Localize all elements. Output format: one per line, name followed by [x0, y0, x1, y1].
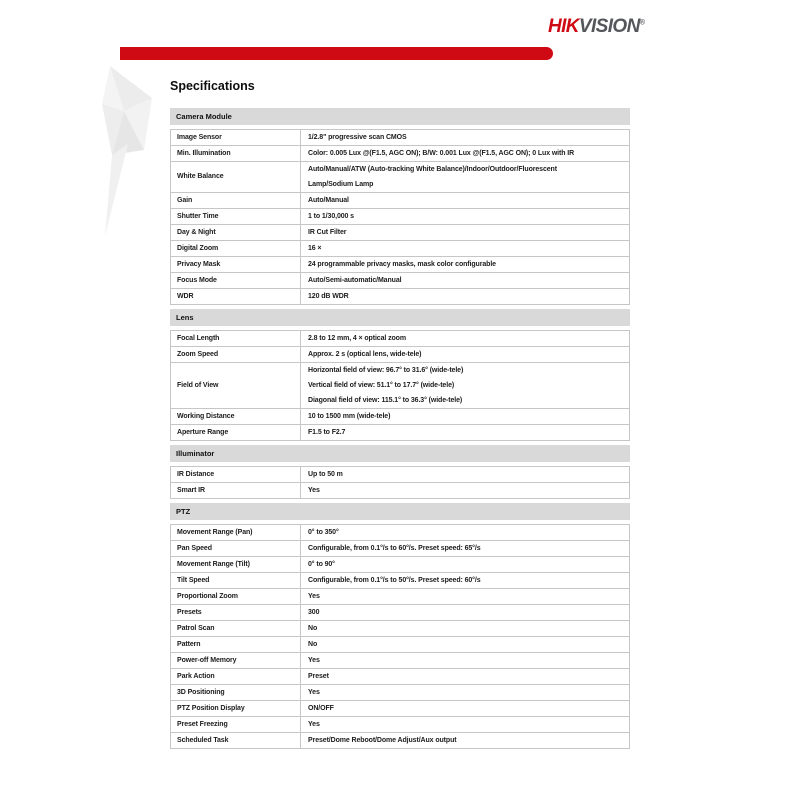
spec-label: Digital Zoom	[171, 241, 301, 256]
section-rows	[170, 129, 630, 305]
spec-value-line: 1/2.8" progressive scan CMOS	[308, 134, 407, 141]
spec-value-line: 24 programmable privacy masks, mask color configurable	[308, 261, 496, 268]
section-title: PTZ	[170, 503, 630, 520]
spec-value	[301, 573, 629, 588]
spec-value	[301, 209, 629, 224]
table-row	[171, 700, 629, 716]
spec-value-line: Up to 50 m	[308, 471, 343, 478]
table-row	[171, 604, 629, 620]
spec-value	[301, 289, 629, 304]
section-rows	[170, 524, 630, 749]
logo-text-red: HIK	[548, 16, 579, 37]
spec-value-line: F1.5 to F2.7	[308, 429, 346, 436]
table-row	[171, 208, 629, 224]
table-row	[171, 572, 629, 588]
spec-value	[301, 331, 629, 346]
spec-label: Working Distance	[171, 409, 301, 424]
table-row	[171, 331, 629, 346]
spec-value-line: Preset/Dome Reboot/Dome Adjust/Aux output	[308, 737, 457, 744]
spec-value-line: Diagonal field of view: 115.1° to 36.3° (wide-tele)	[308, 397, 463, 404]
spec-value	[301, 733, 629, 748]
table-row	[171, 636, 629, 652]
spec-value	[301, 483, 629, 498]
logo-text-gray: VISION	[578, 16, 640, 37]
spec-label: IR Distance	[171, 467, 301, 482]
spec-section	[170, 309, 630, 441]
spec-value	[301, 225, 629, 240]
table-row	[171, 668, 629, 684]
spec-value-line: ON/OFF	[308, 705, 334, 712]
spec-value	[301, 257, 629, 272]
watermark-star-icon	[95, 58, 170, 243]
spec-value-line: Configurable, from 0.1°/s to 50°/s. Preset speed: 60°/s	[308, 577, 481, 584]
table-row	[171, 556, 629, 572]
spec-value	[301, 685, 629, 700]
spec-value-line: Vertical field of view: 51.1° to 17.7° (wide-tele)	[308, 382, 455, 389]
table-row	[171, 684, 629, 700]
spec-label: White Balance	[171, 162, 301, 192]
table-row	[171, 424, 629, 440]
spec-value-line: Yes	[308, 657, 320, 664]
spec-value-line: Auto/Manual	[308, 197, 349, 204]
spec-value-line: Auto/Semi-automatic/Manual	[308, 277, 402, 284]
table-row	[171, 588, 629, 604]
spec-value	[301, 467, 629, 482]
spec-value-line: Yes	[308, 487, 320, 494]
spec-value	[301, 525, 629, 540]
section-title: Illuminator	[170, 445, 630, 462]
spec-label: Scheduled Task	[171, 733, 301, 748]
specifications-table	[170, 108, 630, 753]
spec-value	[301, 130, 629, 145]
spec-label: 3D Positioning	[171, 685, 301, 700]
spec-value-line: 300	[308, 609, 320, 616]
spec-value-line: 0° to 90°	[308, 561, 335, 568]
hikvision-logo	[548, 16, 645, 38]
spec-value	[301, 541, 629, 556]
spec-value	[301, 621, 629, 636]
spec-value	[301, 701, 629, 716]
spec-label: Patrol Scan	[171, 621, 301, 636]
spec-label: Park Action	[171, 669, 301, 684]
spec-label: Pattern	[171, 637, 301, 652]
spec-label: Gain	[171, 193, 301, 208]
spec-value	[301, 653, 629, 668]
section-rows	[170, 466, 630, 499]
table-row	[171, 525, 629, 540]
spec-label: Preset Freezing	[171, 717, 301, 732]
spec-label: Min. Illumination	[171, 146, 301, 161]
spec-value-line: Yes	[308, 721, 320, 728]
table-row	[171, 362, 629, 408]
table-row	[171, 346, 629, 362]
spec-section	[170, 445, 630, 499]
table-row	[171, 732, 629, 748]
spec-label: WDR	[171, 289, 301, 304]
table-row	[171, 256, 629, 272]
spec-value	[301, 363, 629, 408]
spec-label: Power-off Memory	[171, 653, 301, 668]
spec-value-line: Auto/Manual/ATW (Auto-tracking White Balance)/Indoor/Outdoor/Fluorescent	[308, 166, 557, 173]
spec-value-line: Preset	[308, 673, 329, 680]
section-rows	[170, 330, 630, 441]
spec-value-line: No	[308, 625, 318, 632]
spec-value	[301, 669, 629, 684]
spec-value	[301, 273, 629, 288]
table-row	[171, 192, 629, 208]
spec-label: Proportional Zoom	[171, 589, 301, 604]
spec-value	[301, 605, 629, 620]
spec-value-line: 0° to 350°	[308, 529, 339, 536]
spec-label: Presets	[171, 605, 301, 620]
spec-value-line: Lamp/Sodium Lamp	[308, 181, 374, 188]
section-title: Lens	[170, 309, 630, 326]
spec-value-line: 120 dB WDR	[308, 293, 349, 300]
spec-value-line: Configurable, from 0.1°/s to 60°/s. Preset speed: 65°/s	[308, 545, 481, 552]
spec-value-line: No	[308, 641, 318, 648]
spec-label: Movement Range (Pan)	[171, 525, 301, 540]
spec-label: Smart IR	[171, 483, 301, 498]
table-row	[171, 467, 629, 482]
table-row	[171, 161, 629, 192]
table-row	[171, 130, 629, 145]
spec-label: Focal Length	[171, 331, 301, 346]
spec-value	[301, 146, 629, 161]
spec-label: Image Sensor	[171, 130, 301, 145]
section-title: Camera Module	[170, 108, 630, 125]
spec-value	[301, 193, 629, 208]
table-row	[171, 652, 629, 668]
page-title: Specifications	[170, 79, 255, 93]
table-row	[171, 288, 629, 304]
spec-label: Tilt Speed	[171, 573, 301, 588]
spec-value	[301, 589, 629, 604]
spec-value-line: Color: 0.005 Lux @(F1.5, AGC ON); B/W: 0.001 Lux @(F1.5, AGC ON); 0 Lux with IR	[308, 150, 575, 157]
spec-section	[170, 108, 630, 305]
spec-label: Focus Mode	[171, 273, 301, 288]
table-row	[171, 482, 629, 498]
watermark-graphic	[95, 58, 170, 243]
spec-label: Privacy Mask	[171, 257, 301, 272]
table-row	[171, 620, 629, 636]
spec-value-line: Horizontal field of view: 96.7° to 31.6° (wide-tele)	[308, 367, 464, 374]
spec-label: Field of View	[171, 363, 301, 408]
spec-label: Movement Range (Tilt)	[171, 557, 301, 572]
spec-label: PTZ Position Display	[171, 701, 301, 716]
table-row	[171, 716, 629, 732]
spec-value	[301, 717, 629, 732]
table-row	[171, 145, 629, 161]
red-accent-bar	[120, 47, 553, 60]
spec-value-line: Approx. 2 s (optical lens, wide-tele)	[308, 351, 422, 358]
spec-value	[301, 409, 629, 424]
spec-value-line: Yes	[308, 593, 320, 600]
spec-label: Shutter Time	[171, 209, 301, 224]
spec-value	[301, 425, 629, 440]
spec-label: Pan Speed	[171, 541, 301, 556]
spec-value-line: 16 ×	[308, 245, 322, 252]
spec-value-line: Yes	[308, 689, 320, 696]
table-row	[171, 540, 629, 556]
spec-label: Day & Night	[171, 225, 301, 240]
table-row	[171, 240, 629, 256]
registered-trademark-icon: ®	[639, 19, 645, 27]
spec-value	[301, 347, 629, 362]
spec-value-line: 1 to 1/30,000 s	[308, 213, 354, 220]
spec-value-line: 10 to 1500 mm (wide-tele)	[308, 413, 391, 420]
spec-label: Aperture Range	[171, 425, 301, 440]
table-row	[171, 408, 629, 424]
spec-value-line: 2.8 to 12 mm, 4 × optical zoom	[308, 335, 406, 342]
spec-label: Zoom Speed	[171, 347, 301, 362]
spec-value	[301, 557, 629, 572]
table-row	[171, 272, 629, 288]
spec-value	[301, 637, 629, 652]
spec-value	[301, 162, 629, 192]
spec-section	[170, 503, 630, 749]
spec-value	[301, 241, 629, 256]
spec-value-line: IR Cut Filter	[308, 229, 347, 236]
table-row	[171, 224, 629, 240]
